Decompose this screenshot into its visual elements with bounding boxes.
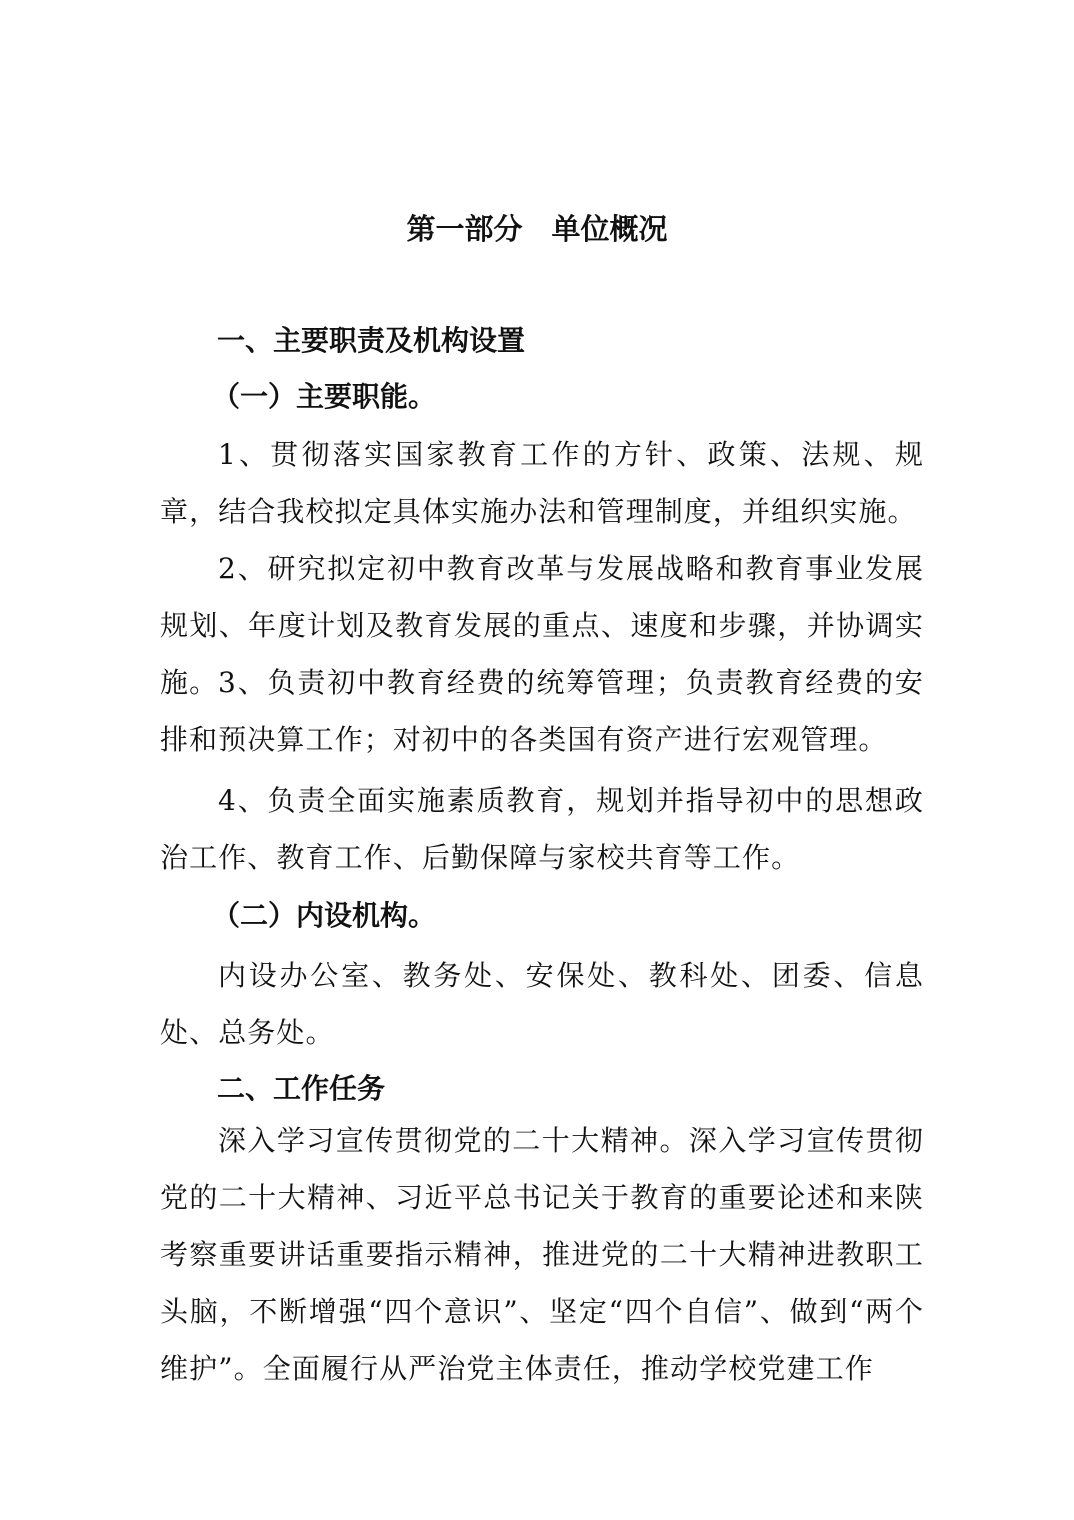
subsection-heading-departments: （二）内设机构。	[212, 899, 437, 932]
departments-text: 内设办公室、教务处、安保处、教科处、团委、信息处、总务处。	[160, 959, 924, 1049]
function-item-3: 3、负责初中教育经费的统筹管理；负责教育经费的安排和预决算工作；对初中的各类国有资产进行宏观管理。	[160, 666, 924, 756]
function-item-1: 1、贯彻落实国家教育工作的方针、政策、法规、规章，结合我校拟定具体实施办法和管理制度，并组织实施。	[160, 438, 924, 528]
section-heading-tasks: 二、工作任务	[217, 1072, 386, 1105]
page-title: 第一部分 单位概况	[406, 212, 668, 246]
section-heading-duties: 一、主要职责及机构设置	[217, 324, 526, 357]
subsection-heading-functions: （一）主要职能。	[212, 380, 437, 413]
tasks-text: 深入学习宣传贯彻党的二十大精神。深入学习宣传贯彻党的二十大精神、习近平总书记关于教育的重要论述和来陕考察重要讲话重要指示精神，推进党的二十大精神进教职工头脑，不断增强“四个意识”、坚定“四个自信”、做到“两个维护”。全面履行从严治党主体责任，推动学校党建工作	[160, 1124, 924, 1385]
function-item-4: 4、负责全面实施素质教育，规划并指导初中的思想政治工作、教育工作、后勤保障与家校共育等工作。	[160, 784, 924, 874]
function-item-2: 2、研究拟定初中教育改革与发展战略和教育事业发展规划、年度计划及教育发展的重点、速度和步骤，并协调实施。	[160, 552, 924, 699]
